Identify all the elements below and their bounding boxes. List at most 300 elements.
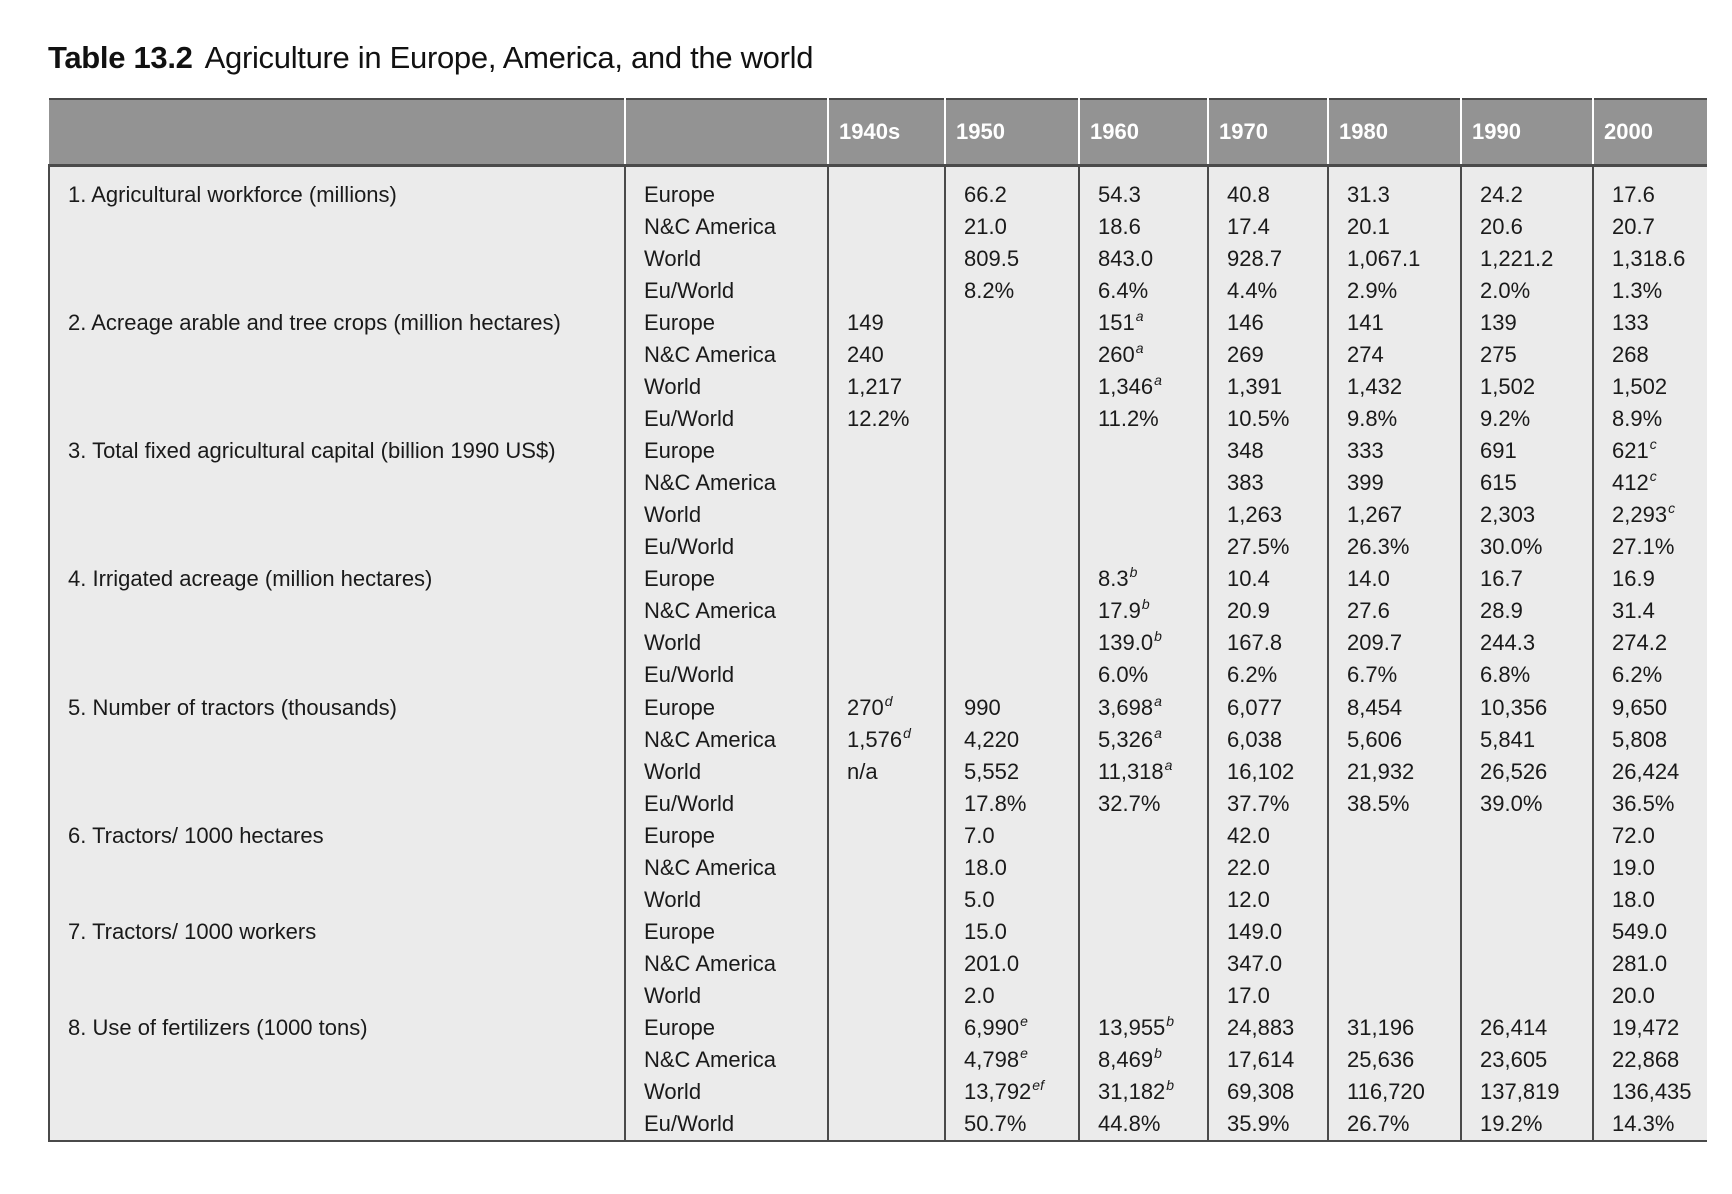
cell-value: 20.0 (1612, 982, 1655, 1008)
value-cell (828, 852, 945, 884)
cell-value: 2.0 (964, 982, 995, 1008)
value-cell (1593, 852, 1707, 884)
value-cell (1079, 371, 1208, 403)
region-label: N&C America (625, 1044, 828, 1076)
cell-value: 333 (1347, 438, 1384, 464)
cell-value: 39.0% (1480, 790, 1543, 816)
value-cell (1208, 948, 1328, 980)
value-cell (1461, 307, 1593, 339)
value-cell (1208, 980, 1328, 1012)
indicator-label: 8. Use of fertilizers (1000 tons) (49, 1012, 625, 1044)
cell-value: 146 (1227, 310, 1264, 336)
value-cell (828, 499, 945, 531)
table-row (49, 371, 1707, 403)
cell-value: 20.7 (1612, 214, 1655, 240)
value-cell (1328, 1108, 1461, 1141)
value-cell (1079, 948, 1208, 980)
value-cell (1461, 1012, 1593, 1044)
value-cell (1079, 659, 1208, 691)
cell-value: 270 (847, 694, 884, 720)
value-cell (1079, 595, 1208, 627)
region-label: N&C America (625, 724, 828, 756)
value-cell (945, 563, 1079, 595)
cell-value: 4,798 (964, 1046, 1020, 1072)
cell-value: 26,526 (1480, 758, 1548, 784)
table-row (49, 595, 1707, 627)
region-label: World (625, 884, 828, 916)
footnote-marker: ef (1032, 1076, 1044, 1093)
value-cell (945, 531, 1079, 563)
cell-value: 16.9 (1612, 566, 1655, 592)
table-number: Table 13.2 (48, 40, 193, 75)
cell-value: 18.0 (964, 854, 1007, 880)
cell-value: 17.0 (1227, 982, 1270, 1008)
footnote-marker: d (884, 692, 893, 709)
header-year: 1990 (1461, 99, 1593, 166)
cell-value: 27.1% (1612, 534, 1675, 560)
value-cell (1593, 1044, 1707, 1076)
value-cell (1328, 563, 1461, 595)
header-year: 1960 (1079, 99, 1208, 166)
value-cell (1593, 531, 1707, 563)
cell-value: 809.5 (964, 246, 1020, 272)
table-row (49, 916, 1707, 948)
table-row (49, 980, 1707, 1012)
value-cell (1079, 275, 1208, 307)
region-label: World (625, 499, 828, 531)
cell-value: 5,606 (1347, 726, 1403, 752)
cell-value: 20.1 (1347, 214, 1390, 240)
cell-value: 16.7 (1480, 566, 1523, 592)
value-cell (1079, 788, 1208, 820)
indicator-label (49, 1108, 625, 1141)
cell-value: 10.4 (1227, 566, 1270, 592)
cell-value: 8.9% (1612, 406, 1663, 432)
cell-value: 6,038 (1227, 726, 1283, 752)
cell-value: 26,424 (1612, 758, 1680, 784)
region-label: Europe (625, 179, 828, 211)
footnote-marker: a (1164, 756, 1173, 773)
indicator-label (49, 595, 625, 627)
value-cell (1593, 563, 1707, 595)
value-cell (1328, 659, 1461, 691)
cell-value: 383 (1227, 470, 1264, 496)
cell-value: 4,220 (964, 726, 1020, 752)
cell-value: 1,346 (1098, 374, 1154, 400)
value-cell (1328, 595, 1461, 627)
value-cell (1461, 211, 1593, 243)
cell-value: 13,955 (1098, 1014, 1166, 1040)
region-label: Europe (625, 563, 828, 595)
value-cell (1208, 339, 1328, 371)
value-cell (1593, 403, 1707, 435)
value-cell (945, 339, 1079, 371)
indicator-label (49, 1076, 625, 1108)
value-cell (1208, 1108, 1328, 1141)
value-cell (1208, 179, 1328, 211)
cell-value: 27.5% (1227, 534, 1290, 560)
value-cell (1328, 211, 1461, 243)
value-cell (828, 211, 945, 243)
cell-value: 269 (1227, 342, 1264, 368)
cell-value: 1,263 (1227, 502, 1283, 528)
value-cell (1328, 948, 1461, 980)
region-label: Eu/World (625, 1108, 828, 1141)
value-cell (1461, 467, 1593, 499)
value-cell (1461, 820, 1593, 852)
value-cell (1593, 435, 1707, 467)
cell-value: 37.7% (1227, 790, 1290, 816)
value-cell (1208, 371, 1328, 403)
value-cell (828, 692, 945, 724)
value-cell (1079, 467, 1208, 499)
cell-value: 26.7% (1347, 1110, 1410, 1136)
value-cell (828, 1044, 945, 1076)
table-row (49, 1044, 1707, 1076)
value-cell (828, 307, 945, 339)
footnote-marker: b (1154, 628, 1162, 645)
value-cell (1208, 467, 1328, 499)
value-cell (1208, 852, 1328, 884)
value-cell (945, 243, 1079, 275)
cell-value: 137,819 (1480, 1078, 1560, 1104)
value-cell (828, 948, 945, 980)
indicator-label (49, 852, 625, 884)
indicator-label (49, 980, 625, 1012)
cell-value: 50.7% (964, 1110, 1027, 1136)
region-label: World (625, 1076, 828, 1108)
footnote-marker: b (1166, 1012, 1175, 1029)
value-cell (1079, 820, 1208, 852)
table-row (49, 531, 1707, 563)
cell-value: 348 (1227, 438, 1264, 464)
value-cell (945, 916, 1079, 948)
cell-value: 5,552 (964, 758, 1020, 784)
cell-value: 19.2% (1480, 1110, 1543, 1136)
value-cell (945, 275, 1079, 307)
cell-value: 66.2 (964, 182, 1007, 208)
spacer-row (49, 166, 1707, 180)
table-row (49, 948, 1707, 980)
cell-value: 6.4% (1098, 278, 1149, 304)
value-cell (1593, 371, 1707, 403)
indicator-label (49, 788, 625, 820)
cell-value: 10.5% (1227, 406, 1290, 432)
value-cell (1208, 627, 1328, 659)
value-cell (1593, 1108, 1707, 1141)
table-caption (48, 40, 813, 76)
table-row (49, 1012, 1707, 1044)
cell-value: 36.5% (1612, 790, 1675, 816)
cell-value: 281.0 (1612, 950, 1668, 976)
cell-value: 22.0 (1227, 854, 1270, 880)
table-row (49, 852, 1707, 884)
cell-value: 240 (847, 342, 884, 368)
value-cell (828, 1076, 945, 1108)
value-cell (945, 659, 1079, 691)
cell-value: 1,576 (847, 726, 903, 752)
value-cell (1461, 595, 1593, 627)
cell-value: 23,605 (1480, 1046, 1548, 1072)
value-cell (1208, 788, 1328, 820)
cell-value: 6,990 (964, 1014, 1020, 1040)
cell-value: 6.2% (1227, 662, 1278, 688)
indicator-label (49, 659, 625, 691)
cell-value: 21.0 (964, 214, 1007, 240)
value-cell (1593, 916, 1707, 948)
region-label: N&C America (625, 211, 828, 243)
value-cell (1328, 499, 1461, 531)
value-cell (828, 980, 945, 1012)
region-label: N&C America (625, 948, 828, 980)
cell-value: 5.0 (964, 886, 995, 912)
cell-value: 6.7% (1347, 662, 1398, 688)
cell-value: 244.3 (1480, 630, 1536, 656)
value-cell (1328, 275, 1461, 307)
value-cell (1208, 307, 1328, 339)
value-cell (828, 1012, 945, 1044)
cell-value: 54.3 (1098, 182, 1141, 208)
footnote-marker: e (1020, 1012, 1028, 1029)
cell-value: 18.6 (1098, 214, 1141, 240)
value-cell (828, 275, 945, 307)
table-row (49, 820, 1707, 852)
value-cell (945, 1044, 1079, 1076)
value-cell (828, 820, 945, 852)
cell-value: 8,469 (1098, 1046, 1154, 1072)
value-cell (1079, 884, 1208, 916)
table-row (49, 307, 1707, 339)
cell-value: 260 (1098, 342, 1135, 368)
value-cell (1593, 499, 1707, 531)
cell-value: 116,720 (1347, 1078, 1425, 1104)
value-cell (1079, 916, 1208, 948)
cell-value: 990 (964, 694, 1001, 720)
cell-value: 40.8 (1227, 182, 1270, 208)
value-cell (1593, 659, 1707, 691)
table-row (49, 627, 1707, 659)
cell-value: 139 (1480, 310, 1517, 336)
table-row (49, 1076, 1707, 1108)
value-cell (1461, 179, 1593, 211)
value-cell (1079, 692, 1208, 724)
value-cell (1593, 820, 1707, 852)
value-cell (945, 724, 1079, 756)
cell-value: 141 (1347, 310, 1384, 336)
value-cell (1328, 531, 1461, 563)
value-cell (1208, 403, 1328, 435)
footnote-marker: b (1141, 596, 1150, 613)
value-cell (828, 179, 945, 211)
header-year: 1950 (945, 99, 1079, 166)
value-cell (1461, 435, 1593, 467)
value-cell (1593, 179, 1707, 211)
cell-value: 2,303 (1480, 502, 1536, 528)
cell-value: 69,308 (1227, 1078, 1295, 1104)
value-cell (828, 884, 945, 916)
value-cell (1461, 852, 1593, 884)
value-cell (1328, 243, 1461, 275)
table-row (49, 692, 1707, 724)
value-cell (1208, 499, 1328, 531)
cell-value: 20.6 (1480, 214, 1523, 240)
value-cell (945, 980, 1079, 1012)
value-cell (1079, 1044, 1208, 1076)
cell-value: 5,841 (1480, 726, 1536, 752)
value-cell (945, 627, 1079, 659)
value-cell (945, 948, 1079, 980)
cell-value: n/a (847, 758, 878, 784)
value-cell (1079, 211, 1208, 243)
value-cell (945, 820, 1079, 852)
value-cell (1079, 179, 1208, 211)
footnote-marker: c (1649, 436, 1657, 453)
indicator-label: 7. Tractors/ 1000 workers (49, 916, 625, 948)
value-cell (1079, 852, 1208, 884)
table-row (49, 243, 1707, 275)
indicator-label (49, 403, 625, 435)
value-cell (828, 371, 945, 403)
table-row (49, 275, 1707, 307)
cell-value: 30.0% (1480, 534, 1543, 560)
value-cell (1328, 179, 1461, 211)
cell-value: 843.0 (1098, 246, 1154, 272)
footnote-marker: a (1154, 372, 1162, 389)
table-row (49, 211, 1707, 243)
cell-value: 11,318 (1098, 758, 1164, 784)
table-row (49, 435, 1707, 467)
value-cell (1328, 980, 1461, 1012)
region-label: Eu/World (625, 275, 828, 307)
cell-value: 6,077 (1227, 694, 1283, 720)
footnote-marker: e (1020, 1044, 1028, 1061)
cell-value: 17.4 (1227, 214, 1270, 240)
cell-value: 149.0 (1227, 918, 1283, 944)
value-cell (1208, 659, 1328, 691)
value-cell (945, 403, 1079, 435)
footnote-marker: b (1129, 564, 1138, 581)
table-row (49, 339, 1707, 371)
value-cell (1079, 1012, 1208, 1044)
cell-value: 31.4 (1612, 598, 1655, 624)
region-label: World (625, 756, 828, 788)
value-cell (1461, 243, 1593, 275)
footnote-marker: a (1154, 692, 1162, 709)
value-cell (1461, 659, 1593, 691)
value-cell (1208, 692, 1328, 724)
value-cell (945, 884, 1079, 916)
value-cell (1328, 339, 1461, 371)
table-row (49, 563, 1707, 595)
cell-value: 139.0 (1098, 630, 1154, 656)
cell-value: 1,432 (1347, 374, 1403, 400)
cell-value: 167.8 (1227, 630, 1283, 656)
cell-value: 136,435 (1612, 1078, 1692, 1104)
value-cell (1079, 339, 1208, 371)
value-cell (1079, 499, 1208, 531)
value-cell (1593, 211, 1707, 243)
indicator-label (49, 243, 625, 275)
region-label: World (625, 243, 828, 275)
cell-value: 24.2 (1480, 182, 1523, 208)
cell-value: 16,102 (1227, 758, 1295, 784)
value-cell (1593, 243, 1707, 275)
cell-value: 10,356 (1480, 694, 1548, 720)
value-cell (1593, 595, 1707, 627)
indicator-label: 2. Acreage arable and tree crops (million hectares) (49, 307, 625, 339)
value-cell (1328, 371, 1461, 403)
value-cell (1593, 884, 1707, 916)
cell-value: 26,414 (1480, 1014, 1548, 1040)
cell-value: 35.9% (1227, 1110, 1290, 1136)
cell-value: 201.0 (964, 950, 1020, 976)
cell-value: 615 (1480, 470, 1517, 496)
cell-value: 1,217 (847, 374, 903, 400)
cell-value: 17.9 (1098, 598, 1141, 624)
value-cell (1328, 724, 1461, 756)
value-cell (1079, 627, 1208, 659)
cell-value: 274.2 (1612, 630, 1668, 656)
value-cell (945, 435, 1079, 467)
indicator-label (49, 1044, 625, 1076)
header-year: 1940s (828, 99, 945, 166)
table-row (49, 179, 1707, 211)
value-cell (1079, 435, 1208, 467)
indicator-label (49, 627, 625, 659)
value-cell (1208, 820, 1328, 852)
cell-value: 691 (1480, 438, 1517, 464)
value-cell (1328, 884, 1461, 916)
value-cell (1208, 1044, 1328, 1076)
cell-value: 17.8% (964, 790, 1027, 816)
value-cell (1328, 756, 1461, 788)
indicator-label (49, 339, 625, 371)
cell-value: 12.0 (1227, 886, 1270, 912)
value-cell (1328, 1012, 1461, 1044)
cell-value: 20.9 (1227, 598, 1270, 624)
table-row (49, 659, 1707, 691)
cell-value: 13,792 (964, 1078, 1032, 1104)
region-label: Eu/World (625, 403, 828, 435)
value-cell (1208, 1076, 1328, 1108)
value-cell (1461, 1076, 1593, 1108)
header-year: 2000 (1593, 99, 1707, 166)
footnote-marker: b (1166, 1076, 1175, 1093)
value-cell (1593, 1012, 1707, 1044)
value-cell (1208, 211, 1328, 243)
cell-value: 1,067.1 (1347, 246, 1421, 272)
footnote-marker: b (1154, 1044, 1162, 1061)
value-cell (828, 659, 945, 691)
footnote-marker: c (1649, 468, 1657, 485)
table-body (49, 166, 1707, 1142)
value-cell (1079, 980, 1208, 1012)
value-cell (1328, 307, 1461, 339)
region-label: World (625, 627, 828, 659)
value-cell (1593, 724, 1707, 756)
value-cell (945, 211, 1079, 243)
table-row (49, 499, 1707, 531)
cell-value: 209.7 (1347, 630, 1403, 656)
value-cell (1593, 756, 1707, 788)
value-cell (1461, 916, 1593, 948)
cell-value: 7.0 (964, 822, 995, 848)
indicator-label (49, 948, 625, 980)
value-cell (828, 563, 945, 595)
cell-value: 42.0 (1227, 822, 1270, 848)
footnote-marker: a (1135, 308, 1144, 325)
value-cell (1208, 916, 1328, 948)
